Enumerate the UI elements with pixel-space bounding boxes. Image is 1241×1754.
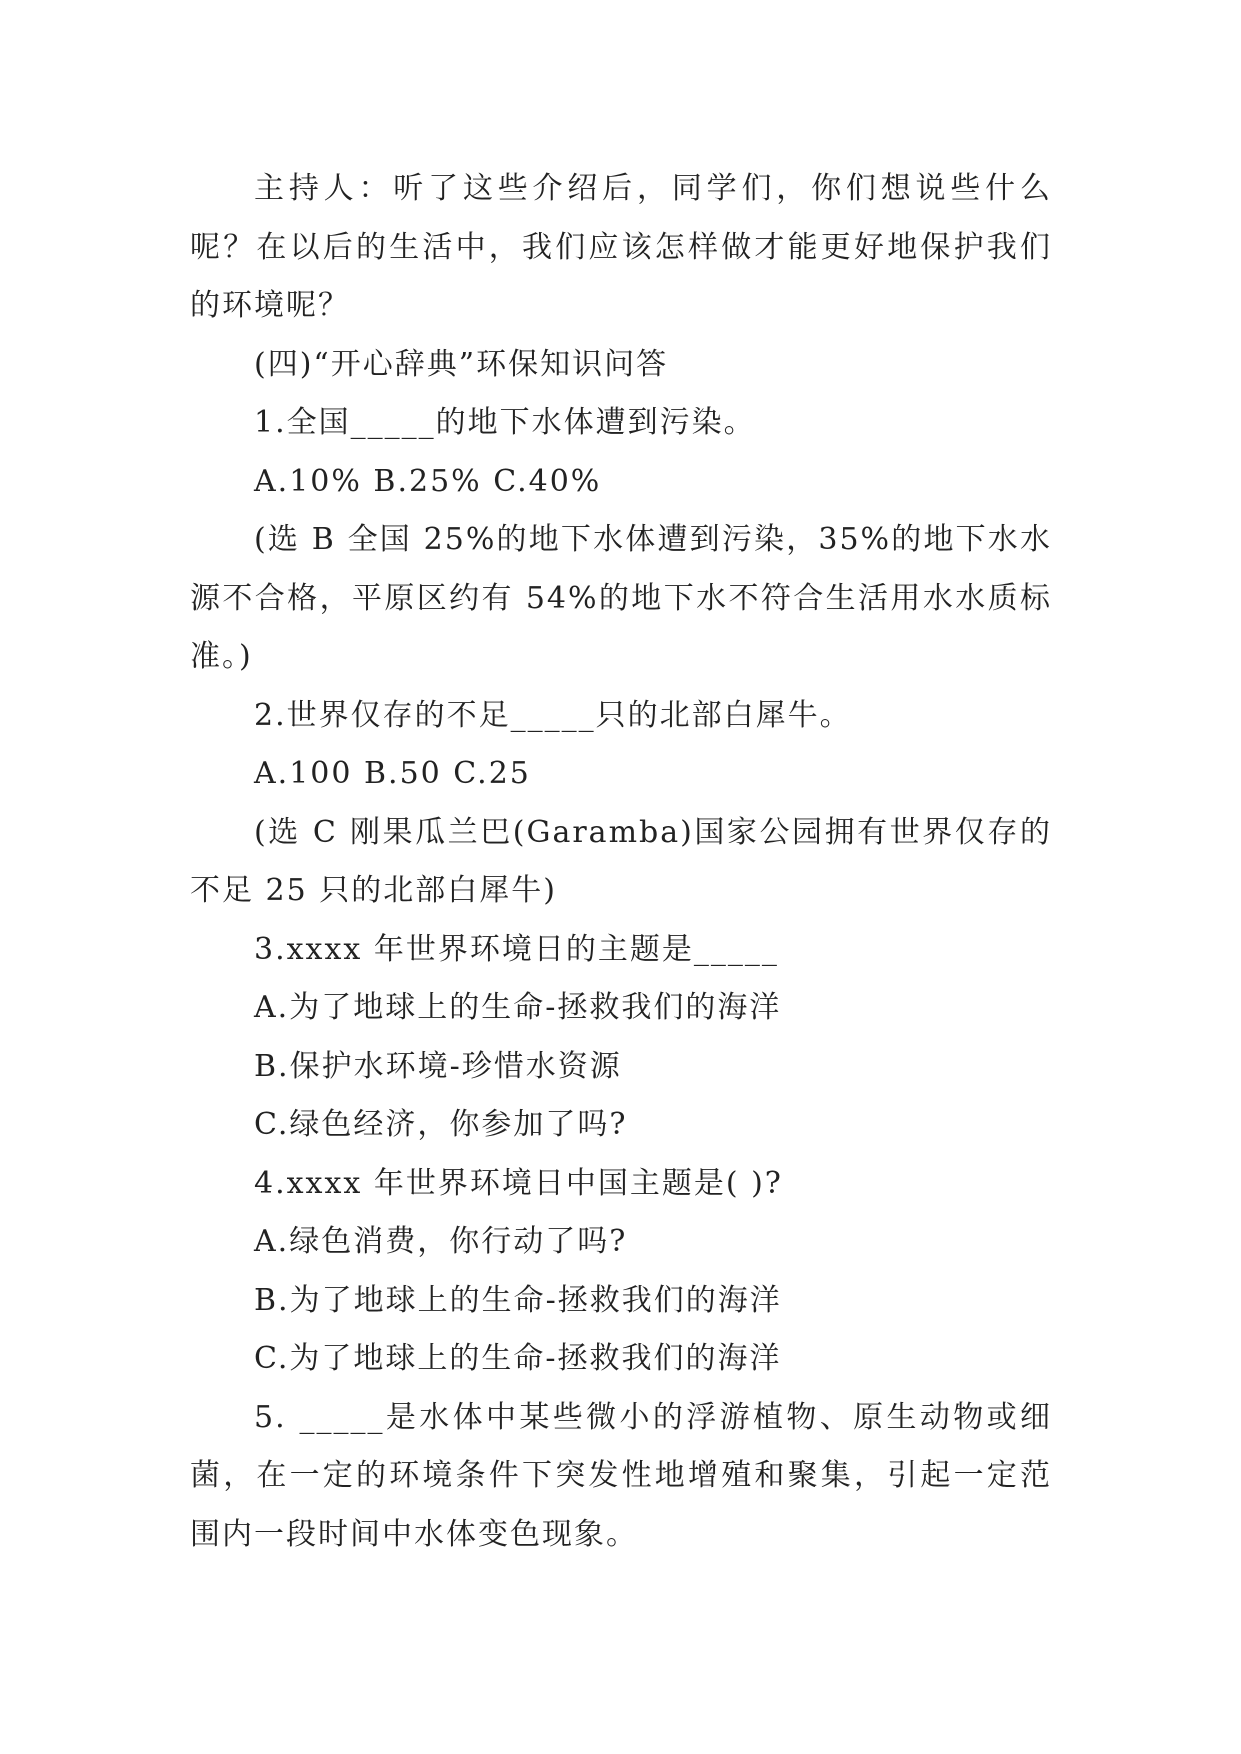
question-2-answer: (选 C 刚果瓜兰巴(Garamba)国家公园拥有世界仅存的不足 25 只的北部白犀牛) <box>190 814 1052 908</box>
question-5: 5. _____是水体中某些微小的浮游植物、原生动物或细菌，在一定的环境条件下突发性地增殖和聚集，引起一定范围内一段时间中水体变色现象。 <box>190 1399 1052 1552</box>
question-3-option-b: B.保护水环境-珍惜水资源 <box>254 1048 622 1084</box>
question-1-answer: (选 B 全国 25%的地下水体遭到污染，35%的地下水水源不合格，平原区约有 54%的地下水不符合生活用水水质标准。) <box>190 522 1052 674</box>
host-question-paragraph: 主持人：听了这些介绍后，同学们，你们想说些什么呢？在以后的生活中，我们应该怎样做才能更好地保护我们的环境呢？ <box>190 171 1052 323</box>
question-1-options: A.10% B.25% C.40% <box>254 463 602 499</box>
section-heading-quiz: (四)“开心辞典”环保知识问答 <box>254 346 669 382</box>
question-3-option-a: A.为了地球上的生命-拯救我们的海洋 <box>254 990 782 1025</box>
document-body <box>190 160 1052 1564</box>
question-2-options: A.100 B.50 C.25 <box>254 756 531 791</box>
question-4-option-a: A.绿色消费，你行动了吗? <box>254 1224 628 1259</box>
question-1: 1.全国_____的地下水体遭到污染。 <box>254 405 756 440</box>
question-4: 4.xxxx 年世界环境日中国主题是( )? <box>254 1165 783 1201</box>
question-3-option-c: C.绿色经济，你参加了吗? <box>254 1107 628 1142</box>
question-2: 2.世界仅存的不足_____只的北部白犀牛。 <box>254 697 852 733</box>
question-4-option-c: C.为了地球上的生命-拯救我们的海洋 <box>254 1341 782 1376</box>
question-4-option-b: B.为了地球上的生命-拯救我们的海洋 <box>254 1282 782 1318</box>
question-3: 3.xxxx 年世界环境日的主题是_____ <box>254 931 779 967</box>
